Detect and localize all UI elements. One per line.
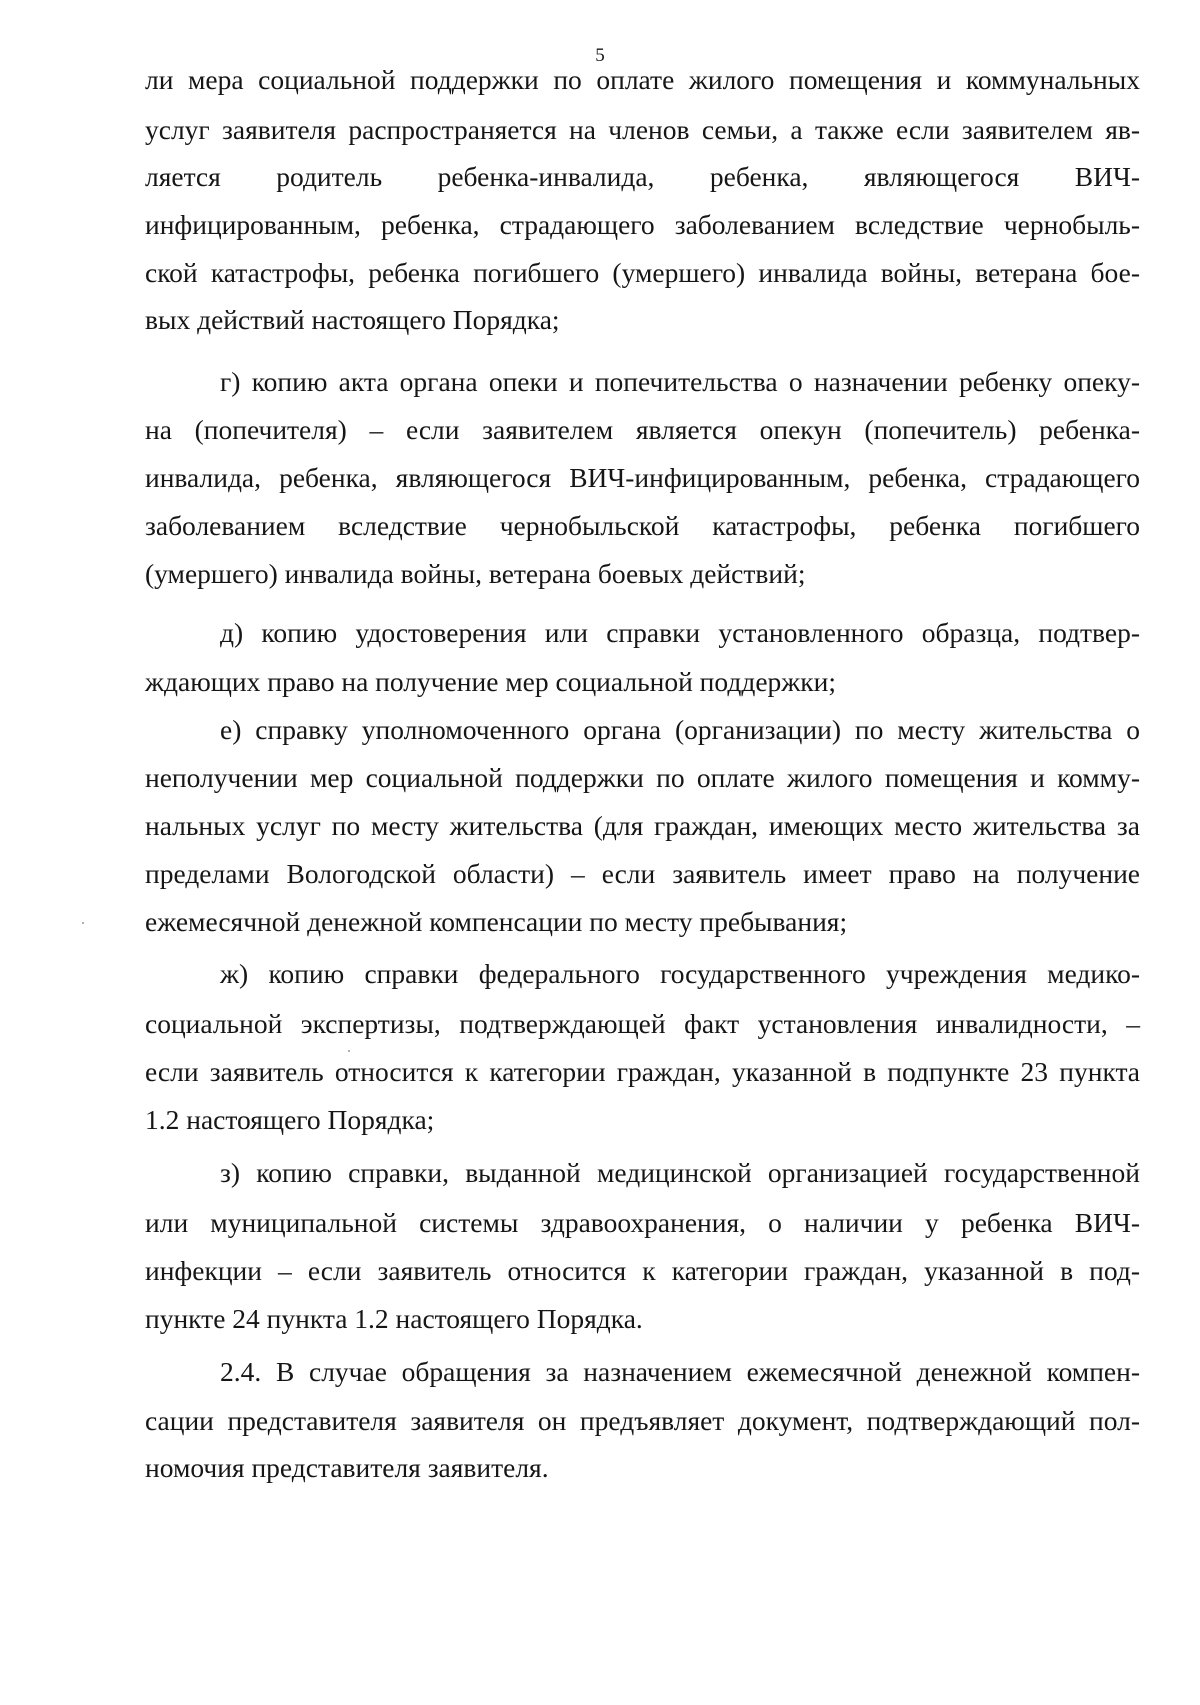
text-line: если заявитель относится к категории граждан, указанной в подпункте 23 пункта [145, 1056, 1140, 1087]
paragraph-e-start: е) справку уполномоченного органа (организации) по месту жительства о [220, 714, 1140, 745]
text-line: номочия представителя заявителя. [145, 1452, 549, 1483]
text-line: пункте 24 пункта 1.2 настоящего Порядка. [145, 1303, 643, 1334]
text-line: (умершего) инвалида войны, ветерана боевых действий; [145, 558, 806, 589]
paragraph-d-start: д) копию удостоверения или справки установленного образца, подтвер- [220, 617, 1140, 648]
text-line: ждающих право на получение мер социальной поддержки; [145, 666, 837, 697]
text-line: ежемесячной денежной компенсации по месту пребывания; [145, 906, 848, 937]
text-line: ляется родитель ребенка-инвалида, ребенка, являющегося ВИЧ- [145, 161, 1140, 192]
text-line: заболеванием вследствие чернобыльской катастрофы, ребенка погибшего [145, 510, 1140, 541]
text-line: инфекции – если заявитель относится к категории граждан, указанной в под- [145, 1255, 1140, 1286]
text-line: услуг заявителя распространяется на членов семьи, а также если заявителем яв- [145, 114, 1140, 145]
text-line: ли мера социальной поддержки по оплате жилого помещения и коммунальных [145, 64, 1140, 95]
text-line: 1.2 настоящего Порядка; [145, 1104, 435, 1135]
paragraph-z-start: з) копию справки, выданной медицинской организацией государственной [220, 1157, 1140, 1188]
text-line: ской катастрофы, ребенка погибшего (умершего) инвалида войны, ветерана бое- [145, 257, 1140, 288]
paragraph-zh-start: ж) копию справки федерального государственного учреждения медико- [220, 958, 1140, 989]
text-line: вых действий настоящего Порядка; [145, 304, 560, 335]
paragraph-2-4-start: 2.4. В случае обращения за назначением ежемесячной денежной компен- [220, 1356, 1140, 1387]
text-line: или муниципальной системы здравоохранения, о наличии у ребенка ВИЧ- [145, 1207, 1140, 1238]
scan-speck [82, 922, 84, 924]
text-line: нальных услуг по месту жительства (для граждан, имеющих место жительства за [145, 810, 1140, 841]
text-line: неполучении мер социальной поддержки по оплате жилого помещения и комму- [145, 762, 1140, 793]
paragraph-g-start: г) копию акта органа опеки и попечительства о назначении ребенку опеку- [220, 366, 1140, 397]
page-number: 5 [595, 45, 605, 66]
text-line: сации представителя заявителя он предъявляет документ, подтверждающий пол- [145, 1405, 1140, 1436]
text-line: инфицированным, ребенка, страдающего заболеванием вследствие чернобыль- [145, 209, 1140, 240]
text-line: инвалида, ребенка, являющегося ВИЧ-инфицированным, ребенка, страдающего [145, 462, 1140, 493]
text-line: на (попечителя) – если заявителем является опекун (попечитель) ребенка- [145, 414, 1140, 445]
scan-speck [348, 1050, 350, 1052]
text-line: социальной экспертизы, подтверждающей факт установления инвалидности, – [145, 1008, 1140, 1039]
text-line: пределами Вологодской области) – если заявитель имеет право на получение [145, 858, 1140, 889]
